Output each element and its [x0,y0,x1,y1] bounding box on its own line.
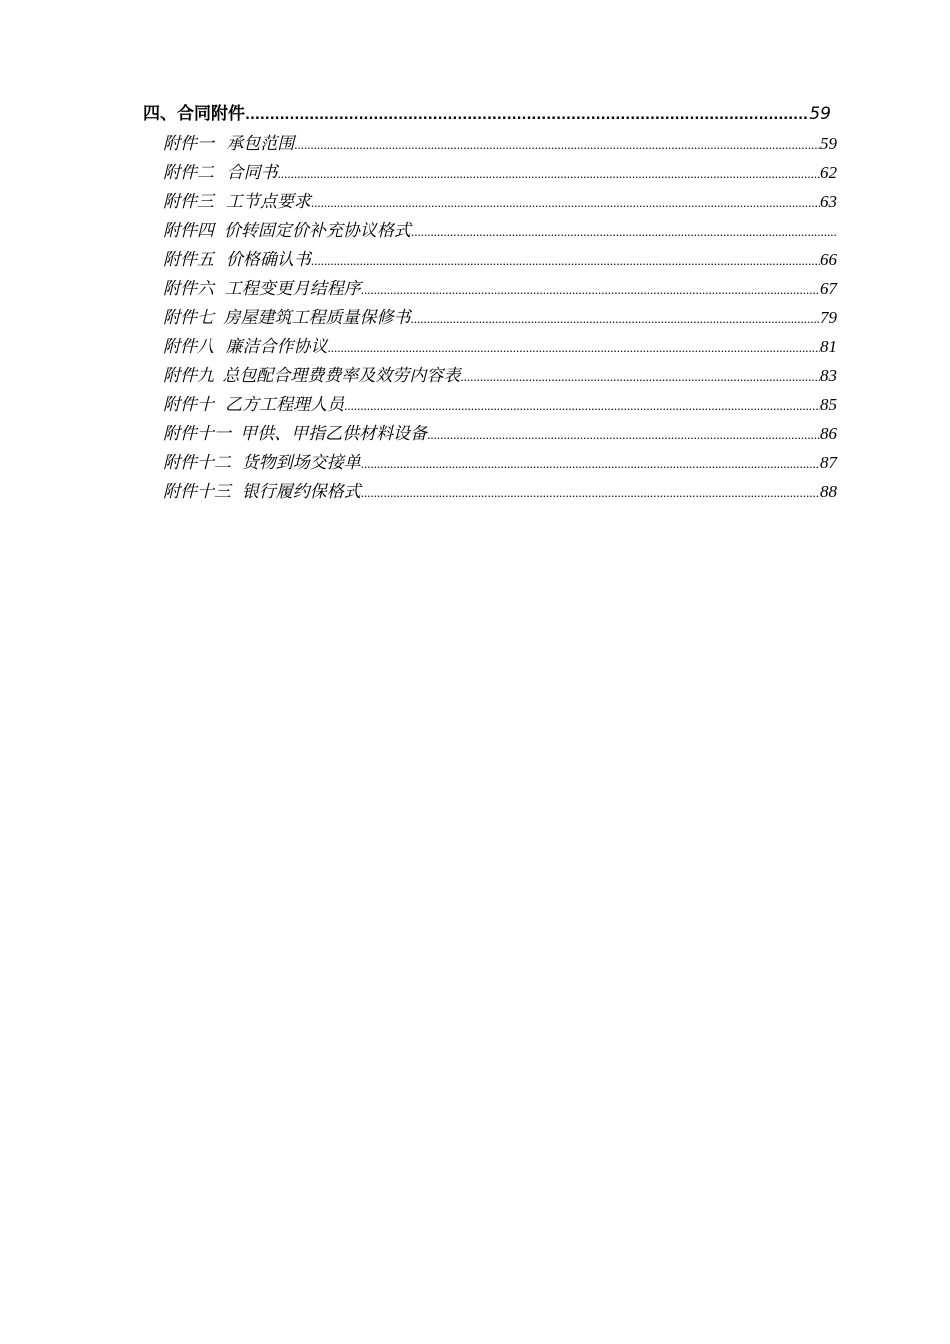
toc-entry-label: 附件十三 [163,482,231,502]
toc-entry-label: 附件五 [163,250,214,270]
toc-entry-10[interactable] [163,390,837,419]
toc-leader-dots [344,398,820,414]
toc-leader-dots [294,137,820,153]
toc-entry-title: 银行履约保格式 [241,482,361,502]
toc-entry-page: 85 [820,395,837,414]
toc-entry-13[interactable] [163,477,837,506]
toc-leader-dots [411,224,837,240]
toc-entry-page: 59 [820,134,837,153]
toc-entry-title: 房屋建筑工程质量保修书 [223,308,411,328]
toc-entry-label: 附件七 [163,308,214,328]
toc-entry-title: 工程变更月结程序 [224,279,361,299]
toc-entry-page: 66 [820,250,837,269]
toc-entry-title: 廉洁合作协议 [225,337,328,357]
toc-leader-dots [411,311,820,327]
toc-section-page: 59 [809,104,831,124]
toc-leader-dots [427,427,820,443]
toc-entry-label: 附件九 [163,366,214,386]
toc-entry-label: 附件八 [163,337,214,357]
toc-entry-6[interactable] [163,274,837,303]
toc-entry-7[interactable] [163,303,837,332]
toc-entry-page: 63 [820,192,837,211]
toc-entry-12[interactable] [163,448,837,477]
toc-leader-dots [361,456,820,472]
toc-leader-dots [245,108,809,123]
toc-entry-label: 附件四 [163,221,214,241]
toc-entry-8[interactable] [163,332,837,361]
toc-entry-label: 附件一 [163,134,214,154]
toc-leader-dots [311,195,820,211]
toc-entry-3[interactable] [163,187,837,216]
toc-leader-dots [327,340,820,356]
toc-entry-label: 附件二 [163,163,214,183]
toc-entry-1[interactable] [163,129,837,158]
toc-entry-page: 79 [820,308,837,327]
toc-entry-4[interactable] [163,216,837,245]
toc-entry-label: 附件六 [163,279,214,299]
toc-entry-page: 81 [820,337,837,356]
toc-section-heading[interactable] [143,99,837,129]
toc-entry-page: 87 [820,453,837,472]
toc-entry-page: 88 [820,482,837,501]
toc-entry-page: 67 [820,279,837,298]
toc-section-title: 四、合同附件 [143,104,245,124]
toc-entry-label: 附件三 [163,192,214,212]
toc-entry-page: 62 [820,163,837,182]
toc-entry-title: 乙方工程理人员 [225,395,345,415]
table-of-contents [143,99,837,506]
toc-entry-title: 合同书 [226,163,278,183]
toc-leader-dots [361,282,820,298]
toc-entry-9[interactable] [163,361,837,390]
toc-entry-label: 附件十一 [163,424,231,444]
toc-entry-title: 承包范围 [226,134,295,154]
toc-entry-page: 86 [820,424,837,443]
toc-leader-dots [460,369,820,385]
toc-leader-dots [278,166,820,182]
toc-entry-title: 工节点要求 [225,192,311,212]
toc-leader-dots [311,253,820,269]
toc-leader-dots [361,485,820,501]
toc-entry-title: 总包配合理费费率及效劳内容表 [222,366,461,386]
toc-entry-title: 甲供、甲指乙供材料设备 [240,424,428,444]
toc-entry-label: 附件十 [163,395,214,415]
toc-entry-page: 83 [820,366,837,385]
toc-entry-11[interactable] [163,419,837,448]
toc-entry-2[interactable] [163,158,837,187]
toc-entry-title: 货物到场交接单 [241,453,361,473]
toc-entry-title: 价格确认书 [225,250,311,270]
toc-entry-title: 价转固定价补充协议格式 [223,221,411,241]
toc-entry-label: 附件十二 [163,453,231,473]
toc-entry-5[interactable] [163,245,837,274]
